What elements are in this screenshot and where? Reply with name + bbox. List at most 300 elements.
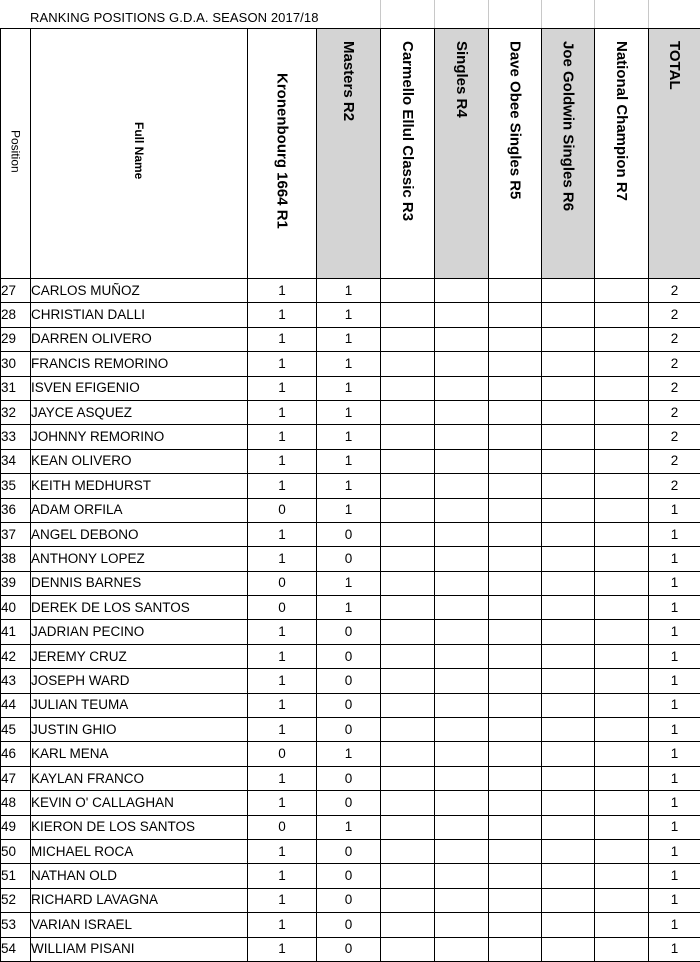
r2-cell[interactable]: 1: [317, 400, 381, 424]
r5-cell[interactable]: [489, 815, 542, 839]
r7-cell[interactable]: [595, 474, 649, 498]
name-cell[interactable]: JOSEPH WARD: [31, 669, 248, 693]
name-cell[interactable]: JULIAN TEUMA: [31, 693, 248, 717]
r1-cell[interactable]: 1: [248, 644, 317, 668]
r4-cell[interactable]: [435, 864, 489, 888]
r5-cell[interactable]: [489, 376, 542, 400]
name-cell[interactable]: ANGEL DEBONO: [31, 522, 248, 546]
r7-cell[interactable]: [595, 864, 649, 888]
total-cell[interactable]: 1: [649, 498, 700, 522]
r4-cell[interactable]: [435, 888, 489, 912]
r3-cell[interactable]: [381, 913, 435, 937]
r1-cell[interactable]: 1: [248, 718, 317, 742]
position-cell[interactable]: 33: [1, 425, 31, 449]
name-cell[interactable]: ADAM ORFILA: [31, 498, 248, 522]
position-cell[interactable]: 48: [1, 791, 31, 815]
r3-cell[interactable]: [381, 718, 435, 742]
r6-cell[interactable]: [542, 791, 595, 815]
r7-cell[interactable]: [595, 522, 649, 546]
name-cell[interactable]: FRANCIS REMORINO: [31, 352, 248, 376]
r3-cell[interactable]: [381, 522, 435, 546]
r4-cell[interactable]: [435, 498, 489, 522]
r1-cell[interactable]: 1: [248, 279, 317, 303]
r5-cell[interactable]: [489, 279, 542, 303]
r2-cell[interactable]: 0: [317, 888, 381, 912]
r5-cell[interactable]: [489, 474, 542, 498]
r3-cell[interactable]: [381, 449, 435, 473]
position-cell[interactable]: 44: [1, 693, 31, 717]
r1-cell[interactable]: 1: [248, 864, 317, 888]
r4-cell[interactable]: [435, 815, 489, 839]
table-row: [1, 400, 700, 424]
r5-cell[interactable]: [489, 596, 542, 620]
r6-cell[interactable]: [542, 620, 595, 644]
position-cell[interactable]: 38: [1, 547, 31, 571]
r6-cell[interactable]: [542, 474, 595, 498]
r4-cell[interactable]: [435, 522, 489, 546]
r5-cell[interactable]: [489, 327, 542, 351]
gridline: [541, 0, 542, 29]
r6-cell[interactable]: [542, 303, 595, 327]
r3-cell[interactable]: [381, 791, 435, 815]
r7-cell[interactable]: [595, 425, 649, 449]
total-cell[interactable]: 1: [649, 839, 700, 863]
position-cell[interactable]: 27: [1, 279, 31, 303]
r4-cell[interactable]: [435, 303, 489, 327]
total-cell[interactable]: 1: [649, 766, 700, 790]
position-cell[interactable]: 43: [1, 669, 31, 693]
r4-cell[interactable]: [435, 791, 489, 815]
total-cell[interactable]: 1: [649, 718, 700, 742]
total-cell[interactable]: 1: [649, 620, 700, 644]
r4-cell[interactable]: [435, 449, 489, 473]
r5-cell[interactable]: [489, 669, 542, 693]
total-cell[interactable]: 1: [649, 888, 700, 912]
total-cell[interactable]: 1: [649, 547, 700, 571]
r3-cell[interactable]: [381, 644, 435, 668]
r5-cell[interactable]: [489, 425, 542, 449]
r2-cell[interactable]: 1: [317, 352, 381, 376]
r4-cell[interactable]: [435, 718, 489, 742]
r7-cell[interactable]: [595, 888, 649, 912]
total-cell[interactable]: 2: [649, 474, 700, 498]
r5-cell[interactable]: [489, 913, 542, 937]
total-cell[interactable]: 1: [649, 913, 700, 937]
r1-cell[interactable]: 1: [248, 449, 317, 473]
r6-cell[interactable]: [542, 718, 595, 742]
r4-cell[interactable]: [435, 766, 489, 790]
name-cell[interactable]: RICHARD LAVAGNA: [31, 888, 248, 912]
total-cell[interactable]: 1: [649, 669, 700, 693]
r2-cell[interactable]: 0: [317, 693, 381, 717]
r5-cell[interactable]: [489, 522, 542, 546]
r3-cell[interactable]: [381, 303, 435, 327]
header-total[interactable]: TOTAL: [649, 29, 700, 279]
table-row: [1, 327, 700, 351]
r2-cell[interactable]: 0: [317, 522, 381, 546]
r5-cell[interactable]: [489, 547, 542, 571]
r6-cell[interactable]: [542, 693, 595, 717]
r3-cell[interactable]: [381, 815, 435, 839]
r5-cell[interactable]: [489, 449, 542, 473]
position-cell[interactable]: 42: [1, 644, 31, 668]
r3-cell[interactable]: [381, 425, 435, 449]
r2-cell[interactable]: 1: [317, 815, 381, 839]
position-cell[interactable]: 53: [1, 913, 31, 937]
total-cell[interactable]: 1: [649, 596, 700, 620]
r2-cell[interactable]: 1: [317, 327, 381, 351]
r3-cell[interactable]: [381, 400, 435, 424]
position-cell[interactable]: 32: [1, 400, 31, 424]
r7-cell[interactable]: [595, 644, 649, 668]
name-cell[interactable]: DENNIS BARNES: [31, 571, 248, 595]
header-position[interactable]: Position: [1, 29, 31, 279]
r6-cell[interactable]: [542, 498, 595, 522]
position-cell[interactable]: 30: [1, 352, 31, 376]
position-cell[interactable]: 37: [1, 522, 31, 546]
position-cell[interactable]: 39: [1, 571, 31, 595]
r3-cell[interactable]: [381, 742, 435, 766]
table-row: [1, 937, 700, 961]
r7-cell[interactable]: [595, 571, 649, 595]
total-cell[interactable]: 2: [649, 376, 700, 400]
header-r5[interactable]: Dave Obee Singles R5: [489, 29, 542, 279]
r7-cell[interactable]: [595, 498, 649, 522]
total-cell[interactable]: 1: [649, 742, 700, 766]
name-cell[interactable]: CARLOS MUÑOZ: [31, 279, 248, 303]
r4-cell[interactable]: [435, 620, 489, 644]
total-cell[interactable]: 2: [649, 425, 700, 449]
r4-cell[interactable]: [435, 547, 489, 571]
r1-cell[interactable]: 1: [248, 766, 317, 790]
name-cell[interactable]: JUSTIN GHIO: [31, 718, 248, 742]
total-cell[interactable]: 2: [649, 279, 700, 303]
r4-cell[interactable]: [435, 669, 489, 693]
total-cell[interactable]: 2: [649, 400, 700, 424]
r1-cell[interactable]: 1: [248, 620, 317, 644]
r1-cell[interactable]: 1: [248, 839, 317, 863]
r7-cell[interactable]: [595, 815, 649, 839]
position-cell[interactable]: 54: [1, 937, 31, 961]
total-cell[interactable]: 2: [649, 303, 700, 327]
r4-cell[interactable]: [435, 742, 489, 766]
r3-cell[interactable]: [381, 547, 435, 571]
header-r1[interactable]: Kronenbourg 1664 R1: [248, 29, 317, 279]
total-cell[interactable]: 2: [649, 327, 700, 351]
r6-cell[interactable]: [542, 425, 595, 449]
r2-cell[interactable]: 0: [317, 791, 381, 815]
name-cell[interactable]: CHRISTIAN DALLI: [31, 303, 248, 327]
r7-cell[interactable]: [595, 352, 649, 376]
r6-cell[interactable]: [542, 913, 595, 937]
name-cell[interactable]: ISVEN EFIGENIO: [31, 376, 248, 400]
r1-cell[interactable]: 0: [248, 815, 317, 839]
total-cell[interactable]: 1: [649, 815, 700, 839]
r1-cell[interactable]: 0: [248, 742, 317, 766]
header-r2[interactable]: Masters R2: [317, 29, 381, 279]
r6-cell[interactable]: [542, 864, 595, 888]
position-cell[interactable]: 29: [1, 327, 31, 351]
r2-cell[interactable]: 0: [317, 937, 381, 961]
r3-cell[interactable]: [381, 498, 435, 522]
r6-cell[interactable]: [542, 522, 595, 546]
r3-cell[interactable]: [381, 620, 435, 644]
total-cell[interactable]: 1: [649, 693, 700, 717]
r7-cell[interactable]: [595, 303, 649, 327]
name-cell[interactable]: JADRIAN PECINO: [31, 620, 248, 644]
position-cell[interactable]: 36: [1, 498, 31, 522]
r1-cell[interactable]: 0: [248, 498, 317, 522]
r7-cell[interactable]: [595, 620, 649, 644]
r7-cell[interactable]: [595, 279, 649, 303]
r4-cell[interactable]: [435, 596, 489, 620]
name-cell[interactable]: JOHNNY REMORINO: [31, 425, 248, 449]
r4-cell[interactable]: [435, 425, 489, 449]
r7-cell[interactable]: [595, 669, 649, 693]
r7-cell[interactable]: [595, 693, 649, 717]
r7-cell[interactable]: [595, 839, 649, 863]
r2-cell[interactable]: 0: [317, 669, 381, 693]
r2-cell[interactable]: 1: [317, 303, 381, 327]
name-cell[interactable]: VARIAN ISRAEL: [31, 913, 248, 937]
r5-cell[interactable]: [489, 620, 542, 644]
r5-cell[interactable]: [489, 839, 542, 863]
r7-cell[interactable]: [595, 913, 649, 937]
total-cell[interactable]: 2: [649, 352, 700, 376]
position-cell[interactable]: 50: [1, 839, 31, 863]
r7-cell[interactable]: [595, 742, 649, 766]
table-row: [1, 571, 700, 595]
r1-cell[interactable]: 1: [248, 303, 317, 327]
r6-cell[interactable]: [542, 937, 595, 961]
r7-cell[interactable]: [595, 718, 649, 742]
position-cell[interactable]: 51: [1, 864, 31, 888]
r4-cell[interactable]: [435, 279, 489, 303]
r3-cell[interactable]: [381, 766, 435, 790]
r2-cell[interactable]: 0: [317, 718, 381, 742]
total-cell[interactable]: 1: [649, 937, 700, 961]
r2-cell[interactable]: 0: [317, 864, 381, 888]
name-cell[interactable]: KEITH MEDHURST: [31, 474, 248, 498]
header-r7[interactable]: National Champion R7: [595, 29, 649, 279]
name-cell[interactable]: WILLIAM PISANI: [31, 937, 248, 961]
r3-cell[interactable]: [381, 327, 435, 351]
r2-cell[interactable]: 1: [317, 474, 381, 498]
r2-cell[interactable]: 0: [317, 620, 381, 644]
r3-cell[interactable]: [381, 376, 435, 400]
r1-cell[interactable]: 1: [248, 693, 317, 717]
r3-cell[interactable]: [381, 888, 435, 912]
gridline: [434, 0, 435, 29]
table-row: [1, 888, 700, 912]
r3-cell[interactable]: [381, 669, 435, 693]
r6-cell[interactable]: [542, 547, 595, 571]
position-cell[interactable]: 28: [1, 303, 31, 327]
position-cell[interactable]: 41: [1, 620, 31, 644]
r6-cell[interactable]: [542, 449, 595, 473]
r1-cell[interactable]: 1: [248, 888, 317, 912]
r6-cell[interactable]: [542, 839, 595, 863]
r7-cell[interactable]: [595, 327, 649, 351]
r3-cell[interactable]: [381, 839, 435, 863]
r6-cell[interactable]: [542, 644, 595, 668]
r5-cell[interactable]: [489, 791, 542, 815]
r6-cell[interactable]: [542, 596, 595, 620]
name-cell[interactable]: KEVIN O' CALLAGHAN: [31, 791, 248, 815]
total-cell[interactable]: 1: [649, 571, 700, 595]
name-cell[interactable]: NATHAN OLD: [31, 864, 248, 888]
r5-cell[interactable]: [489, 303, 542, 327]
r6-cell[interactable]: [542, 742, 595, 766]
position-cell[interactable]: 31: [1, 376, 31, 400]
r1-cell[interactable]: 1: [248, 913, 317, 937]
r3-cell[interactable]: [381, 352, 435, 376]
r2-cell[interactable]: 1: [317, 425, 381, 449]
r2-cell[interactable]: 1: [317, 742, 381, 766]
r3-cell[interactable]: [381, 474, 435, 498]
r5-cell[interactable]: [489, 888, 542, 912]
table-row: [1, 742, 700, 766]
r2-cell[interactable]: 0: [317, 839, 381, 863]
r3-cell[interactable]: [381, 693, 435, 717]
r5-cell[interactable]: [489, 498, 542, 522]
position-cell[interactable]: 49: [1, 815, 31, 839]
name-cell[interactable]: JAYCE ASQUEZ: [31, 400, 248, 424]
r2-cell[interactable]: 1: [317, 596, 381, 620]
name-cell[interactable]: KARL MENA: [31, 742, 248, 766]
r4-cell[interactable]: [435, 571, 489, 595]
r2-cell[interactable]: 0: [317, 766, 381, 790]
r3-cell[interactable]: [381, 596, 435, 620]
r6-cell[interactable]: [542, 888, 595, 912]
position-cell[interactable]: 45: [1, 718, 31, 742]
r7-cell[interactable]: [595, 937, 649, 961]
r3-cell[interactable]: [381, 937, 435, 961]
r6-cell[interactable]: [542, 766, 595, 790]
r4-cell[interactable]: [435, 376, 489, 400]
name-cell[interactable]: JEREMY CRUZ: [31, 644, 248, 668]
r6-cell[interactable]: [542, 400, 595, 424]
r4-cell[interactable]: [435, 400, 489, 424]
r6-cell[interactable]: [542, 327, 595, 351]
r7-cell[interactable]: [595, 449, 649, 473]
total-cell[interactable]: 2: [649, 449, 700, 473]
r2-cell[interactable]: 1: [317, 449, 381, 473]
r4-cell[interactable]: [435, 644, 489, 668]
total-cell[interactable]: 1: [649, 791, 700, 815]
r4-cell[interactable]: [435, 693, 489, 717]
r1-cell[interactable]: 1: [248, 376, 317, 400]
r6-cell[interactable]: [542, 279, 595, 303]
r2-cell[interactable]: 0: [317, 547, 381, 571]
r3-cell[interactable]: [381, 279, 435, 303]
r2-cell[interactable]: 1: [317, 376, 381, 400]
r6-cell[interactable]: [542, 815, 595, 839]
header-full-name[interactable]: Full Name: [31, 29, 248, 279]
r4-cell[interactable]: [435, 937, 489, 961]
r1-cell[interactable]: 1: [248, 400, 317, 424]
r1-cell[interactable]: 1: [248, 327, 317, 351]
position-cell[interactable]: 34: [1, 449, 31, 473]
total-cell[interactable]: 1: [649, 644, 700, 668]
total-cell[interactable]: 1: [649, 864, 700, 888]
r4-cell[interactable]: [435, 839, 489, 863]
total-cell[interactable]: 1: [649, 522, 700, 546]
r2-cell[interactable]: 0: [317, 913, 381, 937]
position-cell[interactable]: 52: [1, 888, 31, 912]
name-cell[interactable]: KAYLAN FRANCO: [31, 766, 248, 790]
r7-cell[interactable]: [595, 766, 649, 790]
r6-cell[interactable]: [542, 376, 595, 400]
r5-cell[interactable]: [489, 352, 542, 376]
r5-cell[interactable]: [489, 571, 542, 595]
r5-cell[interactable]: [489, 766, 542, 790]
r5-cell[interactable]: [489, 400, 542, 424]
r4-cell[interactable]: [435, 352, 489, 376]
r3-cell[interactable]: [381, 864, 435, 888]
position-cell[interactable]: 35: [1, 474, 31, 498]
table-row: [1, 718, 700, 742]
r1-cell[interactable]: 1: [248, 937, 317, 961]
r6-cell[interactable]: [542, 352, 595, 376]
r1-cell[interactable]: 0: [248, 596, 317, 620]
r1-cell[interactable]: 1: [248, 669, 317, 693]
header-r6[interactable]: Joe Goldwin Singles R6: [542, 29, 595, 279]
r5-cell[interactable]: [489, 644, 542, 668]
name-cell[interactable]: ANTHONY LOPEZ: [31, 547, 248, 571]
position-cell[interactable]: 47: [1, 766, 31, 790]
r1-cell[interactable]: 1: [248, 425, 317, 449]
r1-cell[interactable]: 1: [248, 522, 317, 546]
header-r4[interactable]: Singles R4: [435, 29, 489, 279]
name-cell[interactable]: KEAN OLIVERO: [31, 449, 248, 473]
r1-cell[interactable]: 1: [248, 352, 317, 376]
r7-cell[interactable]: [595, 596, 649, 620]
r2-cell[interactable]: 1: [317, 498, 381, 522]
r7-cell[interactable]: [595, 376, 649, 400]
r7-cell[interactable]: [595, 400, 649, 424]
r1-cell[interactable]: 1: [248, 791, 317, 815]
name-cell[interactable]: MICHAEL ROCA: [31, 839, 248, 863]
r4-cell[interactable]: [435, 327, 489, 351]
r2-cell[interactable]: 1: [317, 571, 381, 595]
r5-cell[interactable]: [489, 742, 542, 766]
r1-cell[interactable]: 0: [248, 571, 317, 595]
r1-cell[interactable]: 1: [248, 474, 317, 498]
name-cell[interactable]: KIERON DE LOS SANTOS: [31, 815, 248, 839]
r5-cell[interactable]: [489, 718, 542, 742]
name-cell[interactable]: DARREN OLIVERO: [31, 327, 248, 351]
r4-cell[interactable]: [435, 474, 489, 498]
r4-cell[interactable]: [435, 913, 489, 937]
table-row: [1, 352, 700, 376]
header-r3[interactable]: Carmello Ellul Classic R3: [381, 29, 435, 279]
name-cell[interactable]: DEREK DE LOS SANTOS: [31, 596, 248, 620]
r7-cell[interactable]: [595, 791, 649, 815]
r2-cell[interactable]: 1: [317, 279, 381, 303]
r5-cell[interactable]: [489, 937, 542, 961]
r7-cell[interactable]: [595, 547, 649, 571]
r1-cell[interactable]: 1: [248, 547, 317, 571]
position-cell[interactable]: 46: [1, 742, 31, 766]
r5-cell[interactable]: [489, 864, 542, 888]
position-cell[interactable]: 40: [1, 596, 31, 620]
r5-cell[interactable]: [489, 693, 542, 717]
r2-cell[interactable]: 0: [317, 644, 381, 668]
r6-cell[interactable]: [542, 571, 595, 595]
r3-cell[interactable]: [381, 571, 435, 595]
r6-cell[interactable]: [542, 669, 595, 693]
